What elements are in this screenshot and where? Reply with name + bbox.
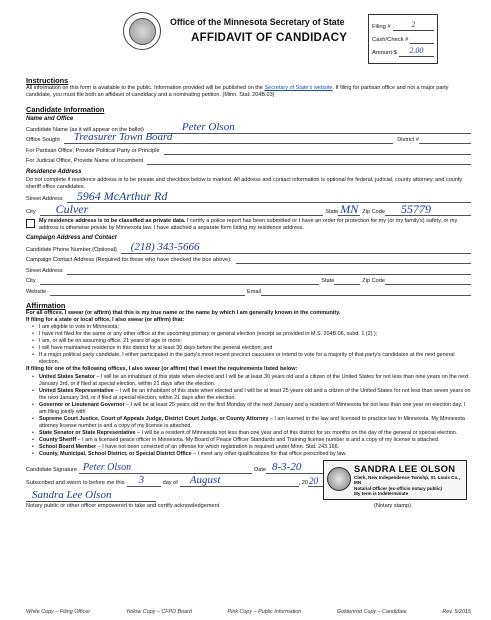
city-value: Culver	[55, 202, 89, 217]
district-field[interactable]	[419, 135, 471, 144]
private-data-bold: My residence address is to be classified as private data.	[39, 218, 186, 225]
campaign-state-label: State	[321, 278, 335, 285]
month-value: August	[189, 473, 221, 486]
campaign-address-field[interactable]	[236, 255, 471, 264]
bullet-text: I am eligible to vote in Minnesota;	[39, 324, 120, 331]
campaign-street-field[interactable]	[67, 266, 471, 275]
campaign-address-label: Campaign Contact Address (Required for those who have checked the box above):	[26, 257, 232, 264]
state-value: MN	[340, 202, 359, 217]
notary-seal-icon	[327, 467, 351, 491]
list-item: • United States Representative – I will be an inhabitant of this state when elected and I will be at least 25 years old and a citizen of the United States for not less than seven years on the next January 3rd, or if filed at special election, within 21 days after the election.	[32, 387, 471, 401]
district-label: District #	[397, 137, 419, 144]
affirmation-heading: Affirmation	[26, 300, 66, 310]
campaign-heading: Campaign Address and Contact	[26, 235, 117, 242]
bullet-text: I am, or will be on assuming office, 21 years of age or more;	[39, 338, 182, 345]
office-name: County Sheriff	[39, 436, 77, 443]
instructions-text-part: All information on this form is available to the public. Information provided will be published on the	[26, 85, 265, 92]
list-item: • I am, or will be on assuming office, 21 years of age or more;	[32, 338, 182, 345]
stamp-line: Clerk, New Independence Twnshp, St. Louis Co., MN	[354, 474, 460, 486]
campaign-zip-field[interactable]	[385, 276, 471, 285]
list-item: • County Sheriff – I am a licensed peace officer in Minnesota. My Board of Peace Officer Standards and Training license number is and a copy of my license is attached.	[32, 436, 440, 443]
office-requirement: – I will be a resident of Minnesota not less than one year and of this district for six months on the day of the general or special election.	[135, 429, 458, 436]
instructions-text-part: . If filing for partisan office and not a major party candidate, you must file both an affidavit of candidacy and a nominating petition. (Minn. Stat. 204B.03)	[26, 85, 449, 99]
footer-item: Goldenrod Copy – Candidate	[336, 609, 407, 616]
footer-item: White Copy – Filing Officer	[26, 609, 91, 616]
state-seal-icon	[123, 12, 161, 50]
notary-stamp	[323, 460, 467, 500]
affirmation-intro: For all offices, I swear (or affirm) that this is my true name or the name by which I am generally known in the community.	[26, 310, 341, 317]
notary-label: Notary public or other officer empowered to take and certify acknowledgement	[26, 502, 220, 509]
phone-label: Candidate Phone Number (Optional)	[26, 246, 117, 253]
filing-number-field[interactable]: 2	[393, 21, 434, 31]
party-label: For Partisan Office, Provide Political Party or Principle	[26, 147, 160, 154]
campaign-zip-label: Zip Code	[362, 278, 385, 285]
notary-signature-value: Sandra Lee Olson	[32, 488, 112, 501]
footer-item: Pink Copy – Public Information	[227, 609, 302, 616]
stamp-name: SANDRA LEE OLSON	[354, 462, 456, 474]
judicial-label: For Judicial Office, Provide Name of Incumbent	[26, 158, 144, 165]
private-data-checkbox[interactable]	[26, 219, 35, 228]
sos-website-link[interactable]: Secretary of State's website	[264, 85, 333, 92]
list-item: • School Board Member – I have not been convicted of an offense for which registration is required under Minn. Stat. 243.166.	[32, 443, 340, 450]
state-field[interactable]	[338, 202, 360, 217]
list-item: • I will have maintained residence in this district for at least 30 days before the general election; and	[32, 345, 273, 352]
year-prefix: , 20	[298, 479, 308, 486]
zip-value: 55779	[401, 202, 431, 217]
website-label: Website	[26, 288, 47, 295]
private-data-text: I certify a police report has been submitted or I have an order for protection for my (or my family's) safety, or my address is otherwise private by Minnesota law. I have attached a separate form listing my residence address.	[39, 218, 458, 232]
residence-heading: Residence Address	[26, 169, 82, 176]
residence-note: Do not complete if residence address is to be private and checkbox below is marked. All address and contact information is optional for federal, judicial, county attorney, and county sheriff office candidates.	[26, 176, 463, 190]
candidate-signature-value: Peter Olson	[83, 461, 132, 473]
city-label: City	[26, 209, 36, 216]
office-requirement: – I meet any other qualifications for that office prescribed by law.	[191, 450, 347, 457]
street-address-label: Street Address	[26, 196, 63, 203]
city-field[interactable]	[40, 202, 324, 217]
day-of-label: day of	[162, 479, 178, 486]
list-item: • If a major political party candidate, I either participated in the party's most recent precinct caucuses or intend to vote for a majority of that party's candidates at the next general election.	[32, 352, 471, 366]
sworn-label: Subscribed and sworn to before me this	[26, 479, 125, 486]
office-requirement: – I will be an inhabitant of this state when elected and I will be at least 25 years old and a citizen of the United States for not less than seven years on the next January 3rd, or if filed at special election, within 21 days after the election.	[39, 387, 471, 401]
office-name: Supreme Court Justice, Court of Appeals Judge, District Court Judge, or County Attorney	[39, 415, 269, 422]
office-name: State Senator or State Representative	[39, 429, 136, 436]
email-label: Email	[247, 288, 261, 295]
list-item: • United States Senator – I will be an inhabitant of this state when elected and I will be at least 30 years old and a citizen of the United States for not less than nine years on the next January 3rd, or if filed at special election, within 21 days after the election.	[32, 373, 469, 387]
party-field[interactable]	[164, 146, 471, 155]
office-requirement: – I am a licensed peace officer in Minnesota. My Board of Peace Officer Standards and Training license number is and a copy of my license is attached.	[76, 436, 440, 443]
footer-item: Yellow Copy – CFPD Board	[125, 609, 192, 616]
stamp-line: My term is Indeterminate	[354, 491, 409, 497]
judicial-incumbent-field[interactable]	[147, 156, 471, 165]
private-data-row	[26, 218, 471, 232]
signature-area	[26, 460, 471, 520]
document-title: AFFIDAVIT OF CANDIDACY	[191, 31, 348, 44]
year-value: 20	[309, 475, 318, 486]
office-requirement: – I am learned in the law and licensed to practice law in Minnesota. My Minnesota attorney license number is and a copy of my license is attached.	[39, 415, 465, 429]
candidate-signature-field[interactable]	[79, 461, 252, 474]
email-field[interactable]	[261, 287, 471, 296]
name-office-heading: Name and Office	[26, 115, 74, 122]
candidate-info-heading: Candidate Information	[26, 104, 105, 114]
notary-stamp-label: (Notary stamp)	[374, 502, 411, 509]
footer-item: Rev. 5/2015	[442, 609, 471, 616]
notary-signature-field[interactable]	[26, 488, 156, 502]
candidate-name-value: Peter Olson	[181, 120, 235, 133]
amount-label: Amount $	[372, 49, 397, 56]
amount-field[interactable]: 2.00	[399, 47, 434, 57]
office-requirement: – I will be at least 25 years old on the first Monday of the next January and a resident of Minnesota for not less than one year on election day. I am filing jointly with	[39, 401, 466, 415]
zip-field[interactable]	[385, 202, 471, 217]
website-field[interactable]	[50, 287, 245, 296]
office-sought-field[interactable]	[64, 131, 393, 144]
list-item: • I have not filed for the same or any other office at the upcoming primary or general election (except as provided in M.S. 204B.06, subd. 1 (2) );	[32, 331, 378, 338]
date-value: 8-3-20	[272, 460, 302, 473]
campaign-city-field[interactable]	[40, 276, 320, 285]
list-item: • Governor or Lieutenant Governor – I will be at least 25 years old on the first Monday of the next January and a resident of Minnesota for not less than one year on election day. I am filing jointly with	[32, 401, 466, 415]
instructions-heading: Instructions	[26, 76, 69, 85]
zip-label: Zip Code	[362, 209, 385, 216]
local-office-intro: If filing for a state or local office, I also swear (or affirm) that:	[26, 317, 185, 324]
campaign-city-label: City	[26, 278, 36, 285]
candidate-name-label: Candidate Name (as it will appear on the ballot)	[26, 126, 144, 133]
office-requirement: – I will be an inhabitant of this state when elected and I will be at least 30 years old and a citizen of the United States for not less than nine years on the next January 3rd, or if filed at special election, within 21 days after the election.	[39, 373, 469, 387]
stamp-line: Notarial Officer (ex-officio notary public)	[354, 485, 443, 491]
bullet-text: I will have maintained residence in this district for at least 30 days before the general election; and	[39, 345, 273, 352]
campaign-street-label: Street Address	[26, 267, 63, 274]
office-sought-value: Treasurer Town Board	[73, 131, 173, 144]
street-address-value: 5964 McArthur Rd	[76, 189, 168, 204]
day-field[interactable]	[127, 473, 161, 487]
list-item: • County, Municipal, School District, or Special District Office – I meet any other qualifications for that office prescribed by law.	[32, 450, 347, 457]
bullet-text: If a major political party candidate, I either participated in the party's most recent precinct caucuses or intend to vote for a majority of that party's candidates at the next general election.	[39, 352, 455, 366]
office-sought-label: Office Sought	[26, 137, 60, 144]
candidate-name-field[interactable]	[148, 120, 471, 134]
offices-intro: If filing for one of the following offices, I also swear (or affirm) that I meet the requirements listed below:	[26, 366, 298, 373]
office-requirement-bullets	[32, 374, 471, 458]
list-item: • Supreme Court Justice, Court of Appeals Judge, District Court Judge, or County Attorney – I am learned in the law and licensed to practice law in Minnesota. My Minnesota attorney license number is and a copy of my license is attached.	[32, 415, 465, 429]
bullet-text: I have not filed for the same or any other office at the upcoming primary or general election (except as provided in M.S. 204B.06, subd. 1 (2) );	[39, 331, 378, 338]
office-requirement: – I have not been convicted of an offense for which registration is required under Minn. Stat. 243.166.	[96, 443, 340, 450]
phone-value: (218) 343-5666	[130, 240, 200, 253]
date-field[interactable]	[266, 460, 326, 474]
filing-box	[368, 14, 438, 64]
footer	[26, 609, 471, 616]
office-name: County, Municipal, School District, or Special District Office	[39, 450, 192, 457]
month-field[interactable]	[180, 473, 299, 487]
office-title: Office of the Minnesota Secretary of State	[170, 17, 345, 27]
check-number-field[interactable]	[410, 34, 434, 44]
office-name: School Board Member	[39, 443, 97, 450]
list-item: • I am eligible to vote in Minnesota;	[32, 324, 120, 331]
office-name: United States Senator	[39, 373, 96, 380]
campaign-state-field[interactable]	[334, 276, 360, 285]
day-value: 3	[138, 473, 145, 486]
check-number-label: Cash/Check #	[372, 36, 409, 43]
phone-field[interactable]	[121, 240, 471, 254]
instructions-text	[26, 85, 471, 99]
filing-number-label: Filing #	[372, 23, 391, 30]
list-item: • State Senator or State Representative – I will be a resident of Minnesota not less than one year and of this district for six months on the day of the general or special election.	[32, 429, 458, 436]
state-label: State	[325, 209, 339, 216]
office-name: United States Representative	[39, 387, 114, 394]
header	[26, 8, 471, 74]
candidate-signature-label: Candidate Signature	[26, 466, 78, 473]
office-name: Governor or Lieutenant Governor	[39, 401, 125, 408]
date-label: Date	[254, 466, 266, 473]
local-office-bullets	[32, 324, 471, 366]
